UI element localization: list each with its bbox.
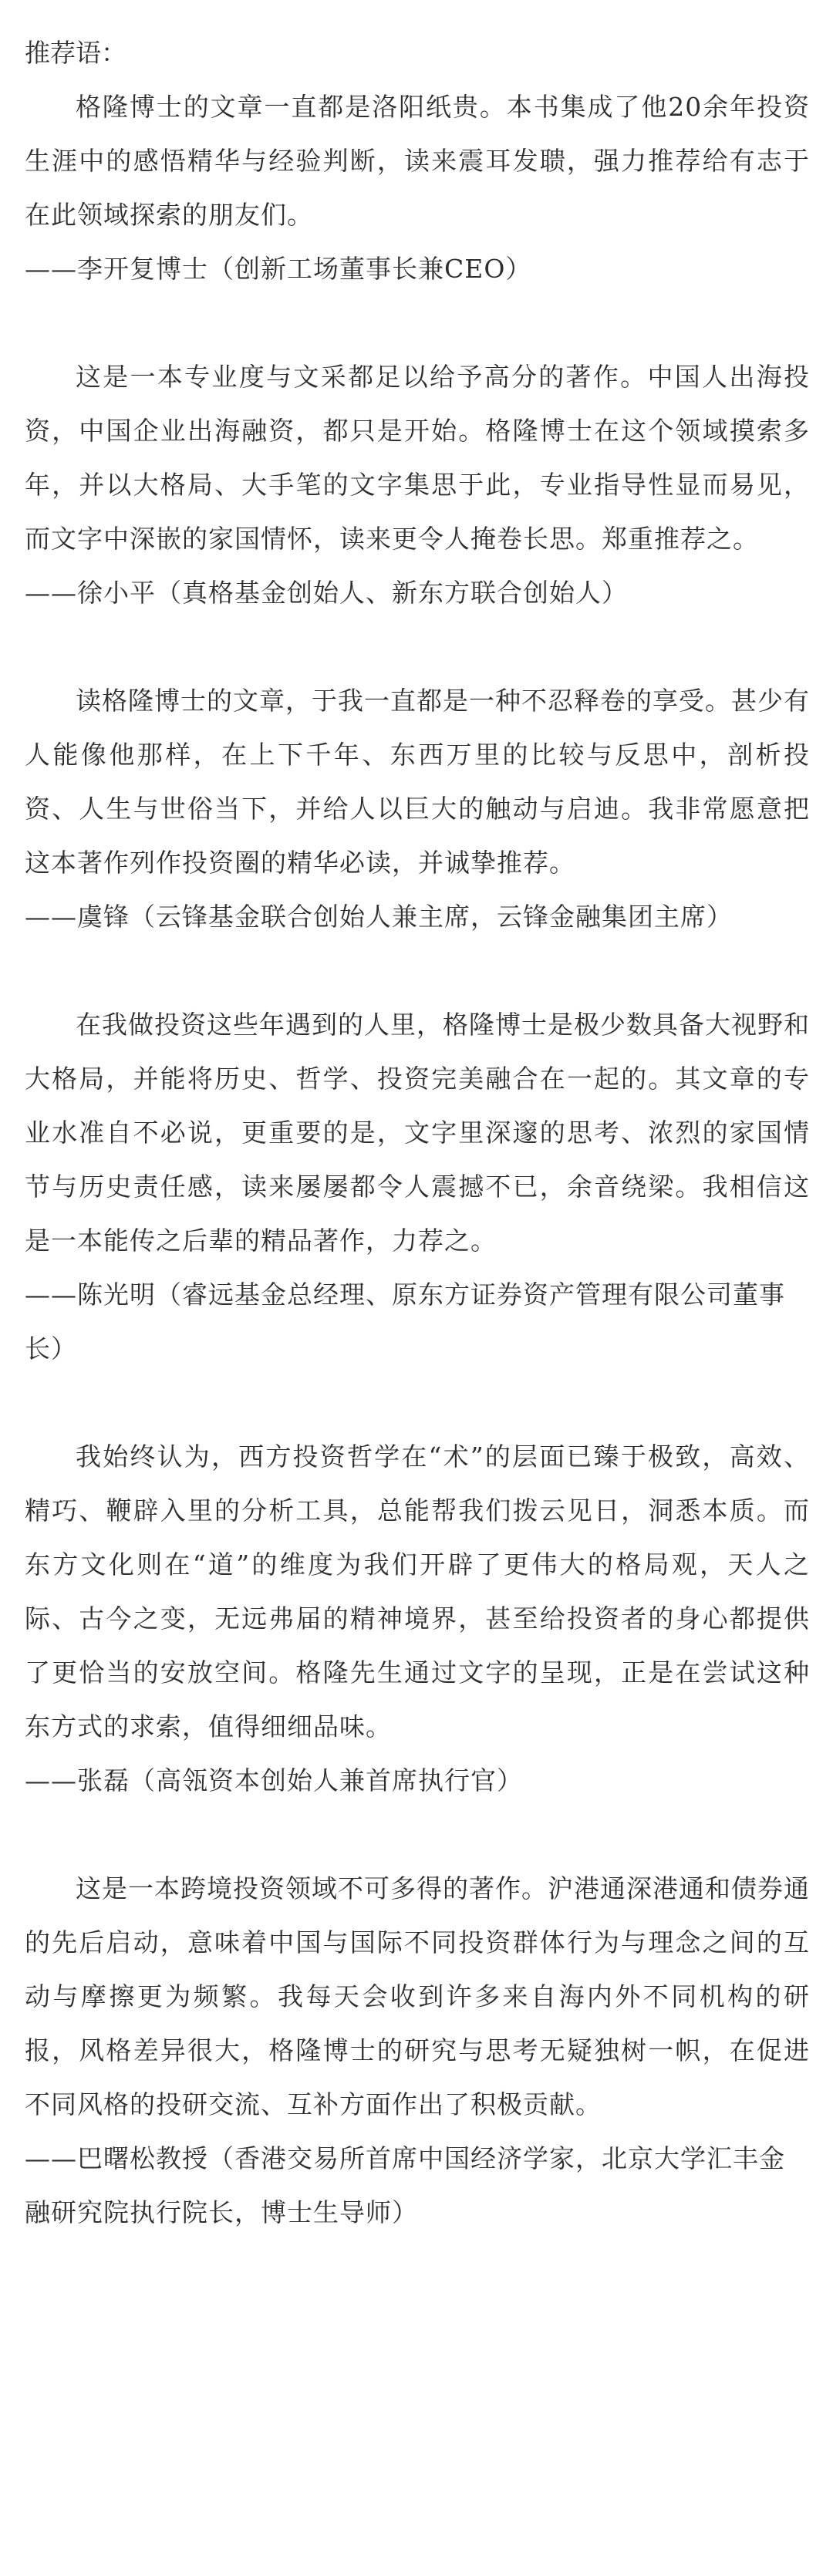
entry-spacer	[25, 620, 810, 674]
entry-spacer	[25, 296, 810, 350]
recommendation-attribution: ——李开复博士（创新工场董事长兼CEO）	[25, 254, 532, 284]
recommendation-text: 我始终认为，西方投资哲学在“术”的层面已臻于极致，高效、精巧、鞭辟入里的分析工具，总能帮我们拨云见日，洞悉本质。而东方文化则在“道”的维度为我们开辟了更伟大的格局观，天人之际、古今之变，无远弗届的精神境界，甚至给投资者的身心都提供了更恰当的安放空间。格隆先生通过文字的呈现，正是在尝试这种东方式的求索，值得细细品味。	[25, 1441, 810, 1741]
recommendation-text: 这是一本专业度与文采都足以给予高分的著作。中国人出海投资，中国企业出海融资，都只是开始。格隆博士在这个领域摸索多年，并以大格局、大手笔的文字集思于此，专业指导性显而易见，而文字中深嵌的家国情怀，读来更令人掩卷长思。郑重推荐之。	[25, 362, 810, 554]
recommendation-text: 这是一本跨境投资领域不可多得的著作。沪港通深港通和债券通的先后启动，意味着中国与国际不同投资群体行为与理念之间的互动与摩擦更为频繁。我每天会收到许多来自海内外不同机构的研报，风格差异很大，格隆博士的研究与思考无疑独树一帜，在促进不同风格的投研交流、互补方面作出了积极贡献。	[25, 1873, 810, 2119]
recommendation-text: 在我做投资这些年遇到的人里，格隆博士是极少数具备大视野和大格局，并能将历史、哲学、投资完美融合在一起的。其文章的专业水准自不必说，更重要的是，文字里深邃的思考、浓烈的家国情节与历史责任感，读来屡屡都令人震撼不已，余音绕梁。我相信这是一本能传之后辈的精品著作，力荐之。	[25, 1010, 810, 1256]
recommendation-text: 格隆博士的文章一直都是洛阳纸贵。本书集成了他20余年投资生涯中的感悟精华与经验判断，读来震耳发聩，强力推荐给有志于在此领域探索的朋友们。	[25, 92, 810, 230]
page-title: 推荐语：	[25, 38, 126, 68]
entry-spacer	[25, 1808, 810, 1862]
entry-spacer	[25, 1376, 810, 1430]
recommendation-entry	[25, 350, 810, 620]
recommendation-attribution: ——虞锋（云锋基金联合创始人兼主席，云锋金融集团主席）	[25, 902, 733, 932]
recommendation-entry	[25, 80, 810, 296]
recommendation-attribution: ——陈光明（睿远基金总经理、原东方证券资产管理有限公司董事长）	[25, 1280, 785, 1364]
recommendation-entry	[25, 1862, 810, 2240]
recommendation-attribution: ——张磊（高瓴资本创始人兼首席执行官）	[25, 1765, 523, 1795]
recommendation-attribution: ——徐小平（真格基金创始人、新东方联合创始人）	[25, 578, 628, 608]
recommendation-entry	[25, 674, 810, 944]
recommendation-entry	[25, 998, 810, 1376]
recommendation-entry	[25, 1430, 810, 1808]
recommendation-attribution: ——巴曙松教授（香港交易所首席中国经济学家，北京大学汇丰金融研究院执行院长，博士生导师）	[25, 2143, 785, 2227]
recommendation-text: 读格隆博士的文章，于我一直都是一种不忍释卷的享受。甚少有人能像他那样，在上下千年、东西万里的比较与反思中，剖析投资、人生与世俗当下，并给人以巨大的触动与启迪。我非常愿意把这本著作列作投资圈的精华必读，并诚挚推荐。	[25, 686, 810, 878]
entry-spacer	[25, 944, 810, 998]
